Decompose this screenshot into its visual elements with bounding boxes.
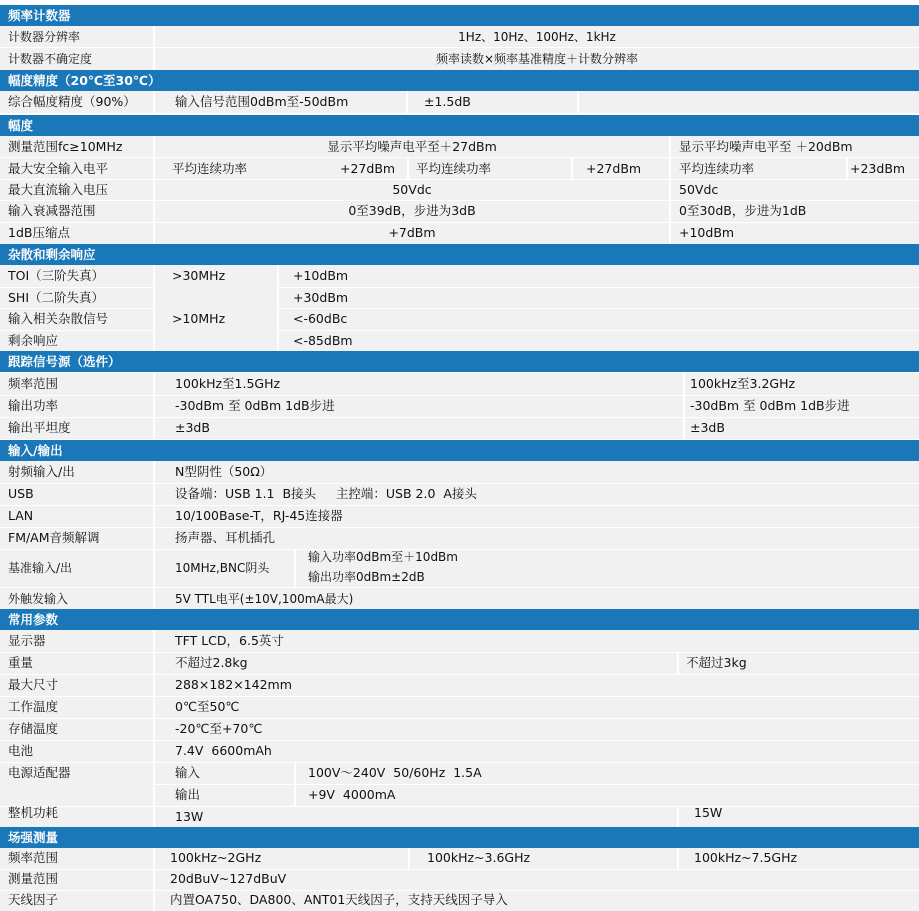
column-divider bbox=[669, 136, 671, 244]
max-safe-a-value: +27dBm bbox=[340, 161, 396, 176]
row-divider bbox=[0, 674, 919, 675]
max-safe-c-value: +23dBm bbox=[850, 161, 906, 176]
row-label: 电池 bbox=[8, 743, 34, 758]
column-divider bbox=[677, 806, 679, 827]
power-b: 15W bbox=[694, 805, 723, 820]
counter-uncertainty-value: 频率读数×频率基准精度＋计数分辨率 bbox=[435, 52, 639, 66]
row-divider bbox=[279, 330, 919, 331]
column-divider bbox=[153, 373, 155, 439]
amp-accuracy-condition: 输入信号范围0dBm至-50dBm bbox=[175, 94, 349, 109]
column-divider bbox=[153, 91, 155, 113]
row-label: 频率范围 bbox=[8, 850, 59, 865]
max-dc-a: 50Vdc bbox=[392, 182, 432, 197]
max-safe-a-label: 平均连续功率 bbox=[172, 161, 248, 176]
row-label: 最大安全输入电平 bbox=[8, 161, 109, 176]
row-divider bbox=[0, 869, 919, 870]
display-value: TFT LCD，6.5英寸 bbox=[175, 633, 284, 648]
ref-output-value: 输出功率0dBm±2dB bbox=[308, 570, 425, 584]
max-safe-b-label: 平均连续功率 bbox=[416, 161, 492, 176]
antenna-value: 内置OA750、DA800、ANT01天线因子，支持天线因子导入 bbox=[170, 892, 508, 907]
tracking-freq-b: 100kHz至3.2GHz bbox=[690, 376, 796, 391]
adapter-input-label: 输入 bbox=[175, 765, 201, 780]
row-label: 存储温度 bbox=[8, 721, 59, 736]
row-label: 综合幅度精度（90%） bbox=[8, 94, 136, 109]
row-label: 输入相关杂散信号 bbox=[8, 311, 109, 326]
row-label: 1dB压缩点 bbox=[8, 225, 70, 240]
attenuator-a: 0至39dB，步进为3dB bbox=[348, 203, 476, 218]
row-label: FM/AM音频解调 bbox=[8, 530, 100, 545]
section-header-counter: 频率计数器 bbox=[0, 5, 919, 26]
section-body-general bbox=[0, 630, 919, 827]
row-label: LAN bbox=[8, 508, 34, 523]
column-divider bbox=[683, 373, 685, 439]
input-spur-frequency: >10MHz bbox=[172, 311, 226, 326]
row-divider bbox=[0, 740, 919, 741]
row-label: 输出功率 bbox=[8, 398, 59, 413]
row-label: 基准输入/出 bbox=[8, 561, 73, 575]
shi-value: +30dBm bbox=[293, 290, 349, 305]
row-divider bbox=[279, 287, 919, 288]
column-divider bbox=[408, 848, 410, 869]
row-divider bbox=[0, 696, 919, 697]
max-safe-c-label: 平均连续功率 bbox=[679, 161, 755, 176]
row-divider bbox=[0, 549, 919, 550]
row-divider bbox=[155, 784, 919, 785]
toi-frequency: >30MHz bbox=[172, 268, 226, 283]
tracking-flatness-a: ±3dB bbox=[175, 420, 210, 435]
battery-value: 7.4V 6600mAh bbox=[175, 743, 272, 758]
tracking-freq-a: 100kHz至1.5GHz bbox=[175, 376, 281, 391]
max-safe-b-value: +27dBm bbox=[586, 161, 642, 176]
row-label: SHI（二阶失真） bbox=[8, 290, 105, 305]
amp-range-a: 显示平均噪声电平至＋27dBm bbox=[327, 139, 497, 154]
column-divider bbox=[406, 91, 408, 113]
op-temp-value: 0℃至50℃ bbox=[175, 699, 240, 714]
column-divider bbox=[677, 848, 679, 869]
fm-value: 扬声器、耳机插孔 bbox=[175, 530, 276, 545]
attenuator-b: 0至30dB，步进为1dB bbox=[679, 203, 807, 218]
section-header-field: 场强测量 bbox=[0, 827, 919, 848]
row-label: 剩余响应 bbox=[8, 333, 59, 348]
column-divider bbox=[153, 265, 155, 351]
power-a: 13W bbox=[175, 809, 204, 824]
tracking-flatness-b: ±3dB bbox=[690, 420, 725, 435]
row-label: 外触发输入 bbox=[8, 592, 69, 606]
max-dc-b: 50Vdc bbox=[679, 182, 719, 197]
row-label: 输入衰减器范围 bbox=[8, 203, 96, 218]
counter-resolution-value: 1Hz、10Hz、100Hz、1kHz bbox=[458, 30, 616, 44]
lan-value: 10/100Base-T，RJ-45连接器 bbox=[175, 508, 343, 523]
row-label: 天线因子 bbox=[8, 892, 59, 907]
section-header-tracking: 跟踪信号源（选件） bbox=[0, 351, 919, 372]
column-divider bbox=[677, 652, 679, 674]
ref-connector-value: 10MHz,BNC阴头 bbox=[175, 561, 270, 575]
field-freq-a: 100kHz~2GHz bbox=[170, 850, 262, 865]
row-label: 计数器分辨率 bbox=[8, 30, 81, 44]
row-label: 测量范围fc≥10MHz bbox=[8, 139, 123, 154]
residual-value: <-85dBm bbox=[293, 333, 353, 348]
section-header-amp-accuracy: 幅度精度（20℃至30℃） bbox=[0, 70, 919, 91]
weight-b: 不超过3kg bbox=[686, 655, 747, 670]
adapter-output-value: +9V 4000mA bbox=[308, 787, 396, 802]
column-divider bbox=[571, 157, 573, 179]
row-label: 整机功耗 bbox=[8, 805, 59, 820]
row-divider bbox=[0, 718, 919, 719]
compression-a: +7dBm bbox=[388, 225, 436, 240]
weight-a: 不超过2.8kg bbox=[175, 655, 248, 670]
row-divider bbox=[0, 417, 919, 418]
row-divider bbox=[0, 527, 919, 528]
tracking-power-b: -30dBm 至 0dBm 1dB步进 bbox=[690, 398, 850, 413]
row-divider bbox=[0, 652, 919, 653]
amp-range-b: 显示平均噪声电平至 ＋20dBm bbox=[679, 139, 853, 154]
row-label: USB bbox=[8, 486, 34, 501]
field-range-value: 20dBuV~127dBuV bbox=[170, 871, 287, 886]
trigger-value: 5V TTL电平(±10V,100mA最大) bbox=[175, 592, 354, 606]
row-label: TOI（三阶失真） bbox=[8, 268, 105, 283]
column-divider bbox=[294, 549, 296, 587]
tracking-power-a: -30dBm 至 0dBm 1dB步进 bbox=[175, 398, 335, 413]
section-header-spurious: 杂散和剩余响应 bbox=[0, 244, 919, 265]
amp-accuracy-value: ±1.5dB bbox=[424, 94, 471, 109]
column-divider bbox=[153, 848, 155, 911]
row-divider bbox=[0, 806, 919, 807]
section-header-general: 常用参数 bbox=[0, 609, 919, 630]
row-label: 最大尺寸 bbox=[8, 677, 59, 692]
toi-value: +10dBm bbox=[293, 268, 349, 283]
input-spur-value: <-60dBc bbox=[293, 311, 348, 326]
row-label: 输出平坦度 bbox=[8, 420, 71, 435]
row-divider bbox=[0, 587, 919, 588]
section-header-amplitude: 幅度 bbox=[0, 115, 919, 136]
row-label: 射频输入/出 bbox=[8, 464, 75, 479]
row-divider bbox=[279, 308, 919, 309]
row-label: 显示器 bbox=[8, 633, 46, 648]
row-label: 电源适配器 bbox=[8, 765, 71, 780]
row-label: 频率范围 bbox=[8, 376, 59, 391]
column-divider bbox=[407, 157, 409, 179]
row-label: 重量 bbox=[8, 655, 34, 670]
field-freq-c: 100kHz~7.5GHz bbox=[694, 850, 798, 865]
compression-b: +10dBm bbox=[679, 225, 735, 240]
field-freq-b: 100kHz~3.6GHz bbox=[427, 850, 531, 865]
section-header-io: 输入/输出 bbox=[0, 440, 919, 461]
row-label: 测量范围 bbox=[8, 871, 59, 886]
adapter-input-value: 100V～240V 50/60Hz 1.5A bbox=[308, 765, 482, 780]
column-divider bbox=[846, 157, 848, 179]
size-value: 288×182×142mm bbox=[175, 677, 292, 692]
ref-input-value: 输入功率0dBm至＋10dBm bbox=[308, 550, 458, 564]
column-divider bbox=[577, 91, 579, 113]
row-label: 最大直流输入电压 bbox=[8, 182, 109, 197]
row-divider bbox=[0, 505, 919, 506]
adapter-output-label: 输出 bbox=[175, 787, 201, 802]
row-label: 工作温度 bbox=[8, 699, 59, 714]
column-divider bbox=[153, 630, 155, 827]
row-label: 计数器不确定度 bbox=[8, 52, 93, 66]
usb-value: 设备端：USB 1.1 B接头 主控端：USB 2.0 A接头 bbox=[175, 486, 477, 501]
rf-connector-value: N型阴性（50Ω） bbox=[175, 464, 273, 479]
st-temp-value: -20℃至+70℃ bbox=[175, 721, 263, 736]
